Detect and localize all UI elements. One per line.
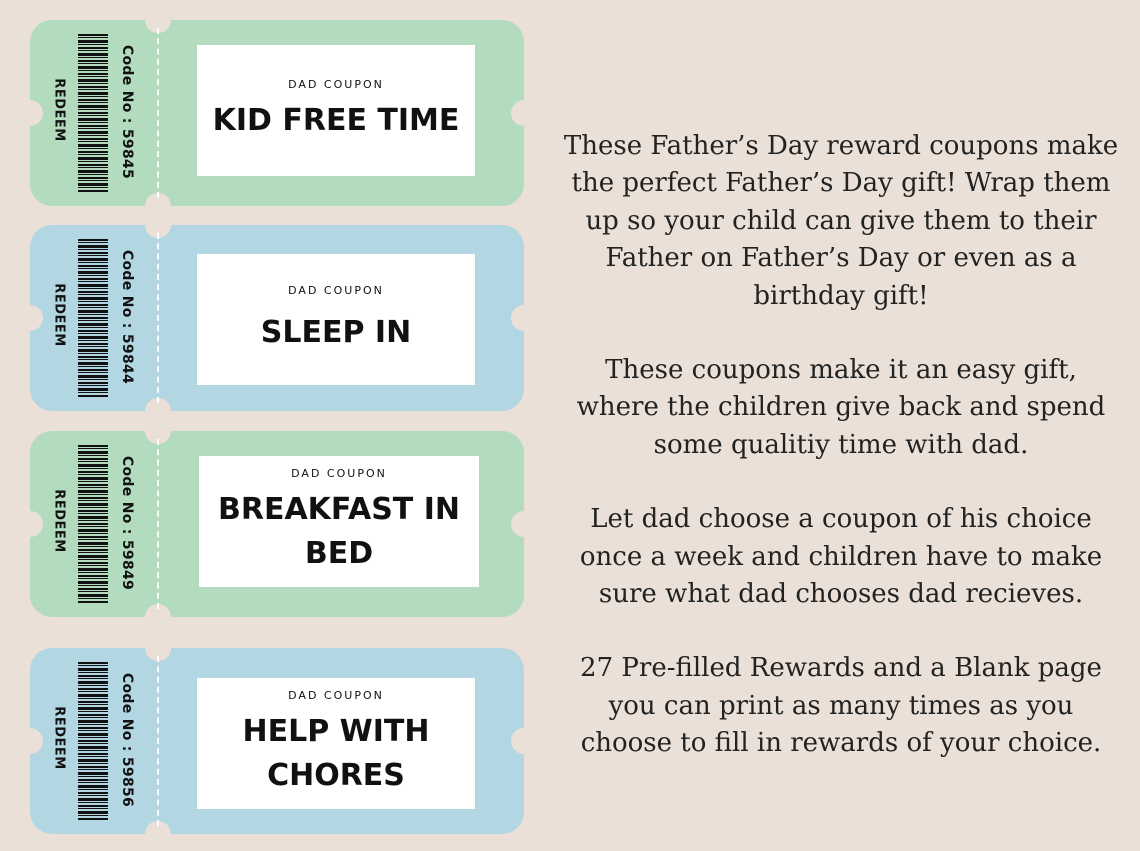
perforation-line bbox=[157, 28, 159, 198]
barcode-icon bbox=[78, 662, 108, 820]
redeem-label: REDEEM bbox=[51, 283, 67, 347]
description-paragraph: These coupons make it an easy gift, where the children give back and spend some qualitiy time with dad. bbox=[576, 355, 1106, 460]
perforation-line bbox=[157, 439, 159, 609]
ticket-notch bbox=[511, 305, 537, 331]
ticket-notch bbox=[511, 100, 537, 126]
barcode-icon bbox=[78, 34, 108, 192]
coupon-label: DAD COUPON bbox=[291, 467, 387, 480]
coupon-kid-free-time bbox=[30, 20, 524, 206]
ticket-notch bbox=[17, 100, 43, 126]
description-paragraph: Let dad choose a coupon of his choice once a week and children have to make sure what dad chooses dad recieves. bbox=[579, 504, 1103, 610]
barcode-icon bbox=[78, 445, 108, 603]
coupon-card bbox=[197, 678, 475, 809]
coupon-card bbox=[197, 45, 475, 176]
coupon-label: DAD COUPON bbox=[288, 689, 384, 702]
perforation-line bbox=[157, 233, 159, 403]
ticket-notch bbox=[17, 305, 43, 331]
coupon-code: Code No : 59844 bbox=[119, 249, 135, 385]
coupon-label: DAD COUPON bbox=[288, 284, 384, 297]
barcode-icon bbox=[78, 239, 108, 397]
coupon-code: Code No : 59849 bbox=[119, 455, 135, 591]
product-description bbox=[562, 128, 1120, 800]
coupon-label: DAD COUPON bbox=[288, 78, 384, 91]
perforation-line bbox=[157, 656, 159, 826]
coupon-card bbox=[197, 254, 475, 385]
ticket-notch bbox=[17, 511, 43, 537]
coupon-title: BREAKFAST IN BED bbox=[218, 492, 460, 571]
coupon-code: Code No : 59845 bbox=[119, 44, 135, 180]
coupon-title: KID FREE TIME bbox=[212, 103, 460, 138]
redeem-label: REDEEM bbox=[51, 78, 67, 142]
ticket-notch bbox=[511, 511, 537, 537]
redeem-label: REDEEM bbox=[51, 489, 67, 553]
ticket-notch bbox=[17, 728, 43, 754]
coupon-card bbox=[199, 456, 479, 587]
coupon-help-with-chores bbox=[30, 648, 524, 834]
description-paragraph: 27 Pre-filled Rewards and a Blank page you can print as many times as you choose to fill in rewards of your choice. bbox=[580, 653, 1102, 759]
coupon-title: SLEEP IN bbox=[260, 315, 412, 350]
coupon-title: HELP WITH CHORES bbox=[242, 714, 430, 793]
redeem-label: REDEEM bbox=[51, 706, 67, 770]
ticket-notch bbox=[511, 728, 537, 754]
coupon-code: Code No : 59856 bbox=[119, 672, 135, 808]
coupon-sleep-in bbox=[30, 225, 524, 411]
coupon-breakfast-in-bed bbox=[30, 431, 524, 617]
description-paragraph: These Father’s Day reward coupons make the perfect Father’s Day gift! Wrap them up so your child can give them to their Father on Father’s Day or even as a birthday gift! bbox=[563, 131, 1119, 311]
